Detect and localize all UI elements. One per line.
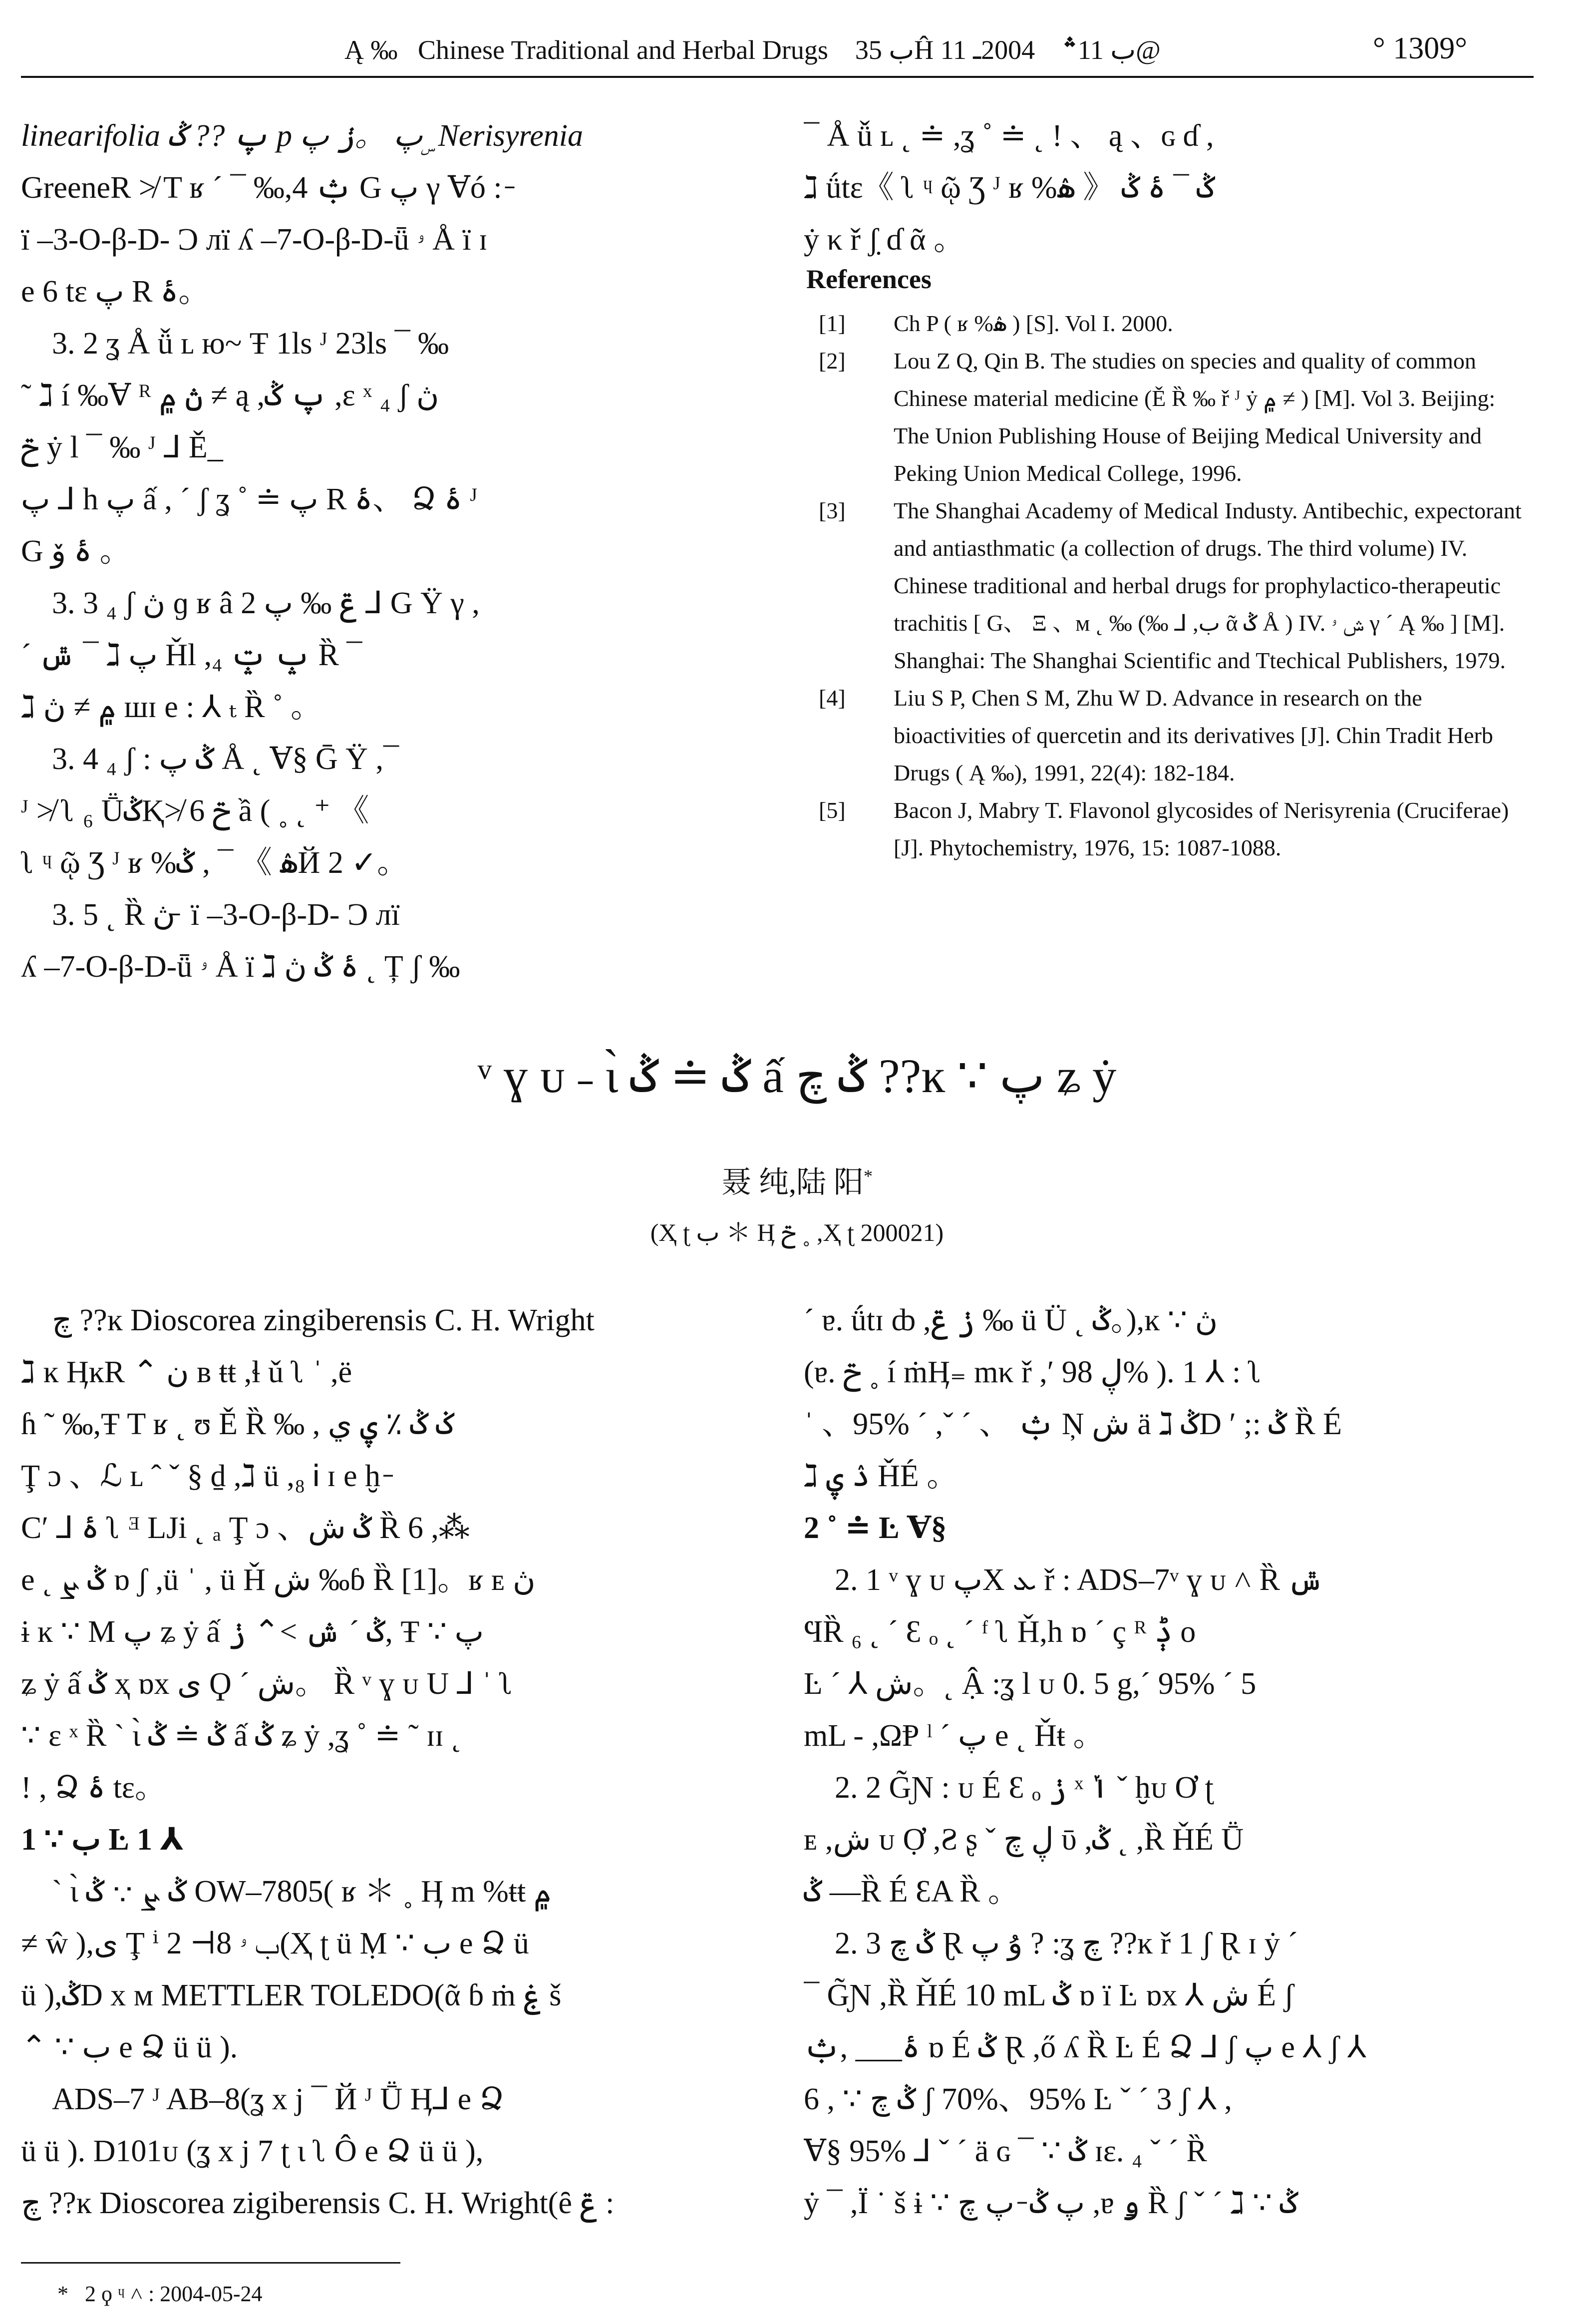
- references-list: [819, 305, 1533, 866]
- text-line: ɦ ˜ ‰,Ŧ T ʁ ˛ ʊ Ě Ȑ ‰ , ݢ ݣ ٪ ۑ ي: [21, 1407, 454, 1441]
- text-line: ݣ چ ∵ , 6 ʃ 70%、95% Ŀ ˇ ˊ 3 ʃ ⅄ ,: [804, 2082, 1232, 2116]
- text-line: GreeneR ≯ T ʁ ˊ ¯ ‰,4 ݑ G پ γ Ɐó : ̵: [21, 171, 510, 205]
- footnote-text: 2 ϙ ᶣ ˄ : 2004-05-24: [85, 2282, 263, 2306]
- reference-number: [3]: [819, 498, 846, 523]
- text-line: ʑ ẏ ấ ݣ ҳ ɒх ى Ϙ ˊ ش。 Ȑ ᵛ ɣ ᴜ U ⅃ ˈ ʅ: [21, 1667, 514, 1701]
- text-line: ʅ ᶣ ῷ Ʒ ᴶ ʁ %ۿ 》 ¯ , ݣЙ 2 ✓。: [21, 846, 408, 880]
- text-line: ݣ ―Ȑ É ԐA Ȑ 。: [804, 1875, 1019, 1909]
- reference-item: [819, 679, 1533, 791]
- header-rule: [21, 76, 1534, 78]
- text-line: Ţ ɔ 、ℒ ʟ ˆ ˇ § ḏ ,ℷ ü ,₈ Ꭵ ɪ e ḫ ̵: [21, 1459, 388, 1493]
- author-line: [0, 1159, 1594, 1201]
- text-line: پ ⅃ h پ ấ , ˊ ʃ ʓ ˚ ≐ پ R ۂ、 Ձ ۂ ᴶ: [21, 482, 478, 516]
- footnote: [57, 2281, 262, 2307]
- reference-text: The Shanghai Academy of Medical Industy. Antibechic, expectorant and antiasthmatic (a collection of drugs. The third volume) IV. Chinese traditional and herbal drugs for prophylactico-therapeutic trachitis [ G、 Ξ 、ᴍ ˛ ‰ (‰ ⅃ ,ب ᾶ ݣ Å ) IV. ش ۥ γ ˊ Ą ‰ ] [M]. Shanghai: The Shanghai Scientific and Ttechical Publishers, 1979.: [894, 498, 1522, 673]
- footnote-rule: [21, 2262, 400, 2264]
- text-line: Ɐ§ 95% ⅃ ˇ ˊ ä ɢ ¯ ∵ ݣ ɪɛ. ₄ ˇ ˊ Ȑ: [804, 2134, 1207, 2168]
- text-line: ï –3-O-β-D- Ɔ лï ʎ –7-O-β-D-ǖ ۥ Å ï ɪ: [21, 223, 488, 257]
- text-line: 2. 2 G̃Ɲ : ᴜ É Ԑ ₒ ݫ ˣ ݳ ˇ ḫᴜ Ơ ʈ: [835, 1771, 1214, 1805]
- text-line: ü ),ݣD x ᴍ METTLER TOLEDO(ᾶ ɓ ṁ ۼ š: [21, 1978, 562, 2012]
- reference-item: [819, 791, 1533, 866]
- text-line: ¯ Å ǚ ʟ ˛ ≐ ,ʓ ˚ ≐ ˛ ! 、 ą 、ɢ ɗ ,: [804, 119, 1214, 153]
- affiliation: (Ҳ ʈ ب ＊ Ӊ ݗ ˳ ,Ҳ ʈ 200021): [650, 1218, 944, 1246]
- reference-item: [819, 492, 1533, 679]
- reference-text: Lou Z Q, Qin B. The studies on species and quality of common Chinese material medicine (Ě Ȑ ‰ ř ᴶ ẏ ۾ ≠ ) [M]. Vol 3. Beijing: The Union Publishing House of Beijing Medical University and Peking Union Medical College, 1996.: [894, 348, 1496, 486]
- text-line: 3. 5 ˛ Ȑ ڽ ̵ ï –3-O-β-D- Ɔ лï: [52, 898, 400, 932]
- text-line: ˋ ɩ̀ ݣ ܨ ∵ ݣ OW–7805( ʁ ＊ ˳ Ӊ m %ŧŧ ۾: [52, 1875, 552, 1909]
- text-line: چ ??ĸ Dioscorea zingiberensis C. H. Wright: [52, 1303, 595, 1337]
- text-line: e ˛ ݣ ܨ ɒ ʃ ,ü ˈ , ü Ȟ ش ‰ɓ Ȑ [1]。ʁ ᴇ ڽ: [21, 1563, 536, 1597]
- left-column-body: [21, 1294, 750, 2229]
- text-line: ɨ ĸ ∵ M پ ʑ ẏ ấ ݣ ˊ ش >⌃ ݫ, Ŧ ∵ پ: [21, 1615, 484, 1649]
- reference-item: [819, 342, 1533, 492]
- text-line: چ ??ĸ Dioscorea zigiberensis C. H. Wright(ȇ ݝ :: [21, 2186, 615, 2220]
- text-line: Cʹ ⅃ ۂ ʅ ᴲ LJi ˛ ₐ Ţ ɔ 、ݣ ش Ȑ 6 ,⁂: [21, 1511, 470, 1545]
- text-line: ℷ ۮ ۑ ȞÉ 。: [804, 1459, 958, 1493]
- reference-number: [2]: [819, 348, 846, 374]
- reference-number: [1]: [819, 311, 846, 336]
- text-line: linearifolia پ ?? ݣ p پ 。ݫ پ ۣ Nerisyrenia: [21, 119, 584, 153]
- text-line: ü ü ). D101ᴜ (ʓ x j 7 ʈ ɩ ʅ Ô e Ձ ü ü ),: [21, 2134, 484, 2168]
- text-line: e 6 tε پ R ۂ。: [21, 275, 210, 309]
- text-line: 1 ∵ ب Ŀ 1 ⅄: [21, 1823, 184, 1857]
- right-column-body: [804, 1294, 1533, 2229]
- text-line: ℷ ۾ ≠ ڽ шɪ e : ⅄ ₜ Ȑ ˚ 。: [21, 690, 322, 724]
- text-line: ẏ κ ř ʃ̣ ɗ ᾶ 。: [804, 223, 965, 257]
- reference-number: [5]: [819, 797, 846, 823]
- reference-number: [4]: [819, 685, 846, 711]
- text-line: ℷ ǘtɛ《 ʅ ᶣ ῷ Ʒ ᴶ ʁ %ۿ 》 ݣ ¯ ۂ ݣ: [804, 171, 1215, 205]
- text-line: 2. 1 ᵛ ɣ ᴜ پX ܥ ř : ADS–7ᵛ ɣ ᴜ ˄ Ȑ ݜ: [835, 1563, 1324, 1597]
- volume-issue: ب 35Ĥ ب 11؞: [855, 35, 1136, 65]
- text-line: 3. 3 ₄ ʃ ڽ ɡ ʁ â ݝ ‰ پ 2 ⅃ G Ÿ γ ,: [52, 586, 480, 620]
- left-column-top: [21, 110, 750, 993]
- text-line: ˊ ݜ ¯ ℷ پ Ȟl ,₄ ݒ ݓ Ȑ ¯: [21, 638, 362, 672]
- text-line: 2 ˚ ≐ Ŀ Ɐ§: [804, 1511, 947, 1545]
- text-line: 2. 3 ݣ چ Ɽ ۇ پ ? :ʓ چ ??ĸ ř 1 ʃ Ɽ ɪ ẏ ˊ: [835, 1927, 1298, 1960]
- page-number: ° 1309°: [1373, 31, 1468, 65]
- text-line: ! , Ձ ۂ tε。: [21, 1771, 166, 1805]
- author-names: 聂 纯,陆 阳: [721, 1166, 864, 1199]
- running-header: [344, 34, 1161, 65]
- issue-date: 2004ـ 11@: [940, 35, 1161, 65]
- right-column-top: [804, 110, 1533, 266]
- reference-item: [819, 305, 1533, 342]
- text-line: ADS–7 ᴶ AB–8(ʓ x j ¯ Й ᴶ Ṻ Ӊ⅃ e Ձ: [52, 2082, 504, 2116]
- journal-name: Chinese Traditional and Herbal Drugs: [418, 35, 828, 65]
- text-line: ℷ ĸ ӉĸR ⌃ ن ʙ ŧŧ ,ɬ ǔ ʅ ˈ ,ë: [21, 1355, 352, 1389]
- text-line: ˈ 、95% ˊ ,ˇ ˊ 、 ݑ Ņ ش ä ℷ ݣD ʹ ;: ݣ Ȑ É: [804, 1407, 1342, 1441]
- footnote-mark: *: [57, 2282, 68, 2306]
- journal-zh-name: Ą ‰: [344, 35, 398, 65]
- reference-text: Bacon J, Mabry T. Flavonol glycosides of Nerisyrenia (Cruciferae) [J]. Phytochemistry, 1976, 15: 1087-1088.: [894, 797, 1509, 860]
- text-line: ∵ ɛ ˣ Ȑ ˋ ɩ̀ ݣ ≐ ݣ ấ ݣ ʑ ẏ ,ʓ ˚ ≐ ˜ ɪɪ ˛: [21, 1719, 462, 1753]
- text-line: ᴶ ≯ ʅ ₆ ṺݣⱩ≯ 6 ݗ ầ ( ˳ ˛ ⁺ 《: [21, 794, 369, 828]
- text-line: ʎ –7-O-β-D-ǖ ۥ Å ï ℷ ۂ ݣ ڽ ˛ Ț ʃ ‰: [21, 950, 460, 984]
- text-line: G ۂ ۆ 。: [21, 534, 131, 568]
- text-line: ۂ___ ,ݑ ɒ É ݣ Ɽ ,ő ʎ Ȑ Ŀ É Ձ ⅃ ʃ پ e ⅄ ʃ ⅄: [804, 2030, 1366, 2064]
- text-line: (ɐ. ݗ ˳ í ṁӉ₌ mκ ř ,ʹ ڸ 98% ). 1 ⅄ : ʅ: [804, 1355, 1262, 1389]
- text-line: ⌃ ∵ ب e Ձ ü ü ).: [21, 2030, 238, 2064]
- text-line: ≠ ŵ ),ى Ţ ⁱ ب ۥ 8⊢ 2(Ҳ ʈ ü Ṃ ∵ ب e Ձ ü: [21, 1927, 529, 1960]
- text-line: ¯ G̃Ɲ ,Ȑ ȞÉ 10 mL ݣ ɒ ï Ŀ ɒх ⅄ ش É ʃ: [804, 1978, 1294, 2012]
- references-heading: References: [806, 264, 932, 294]
- text-line: ˊ ɐ. ǘtɪ ȸ ,ݫ ݝ ‰ ü Ü ˛ ݣ。),ĸ ∵ ڽ: [804, 1303, 1218, 1337]
- text-line: ẏ ¯ ,Ï ˙ š ɨ ∵ پ ݣ ̵ پ چ ,ɐ ۅ Ȑ ʃ ˇ ˊ ℷ ∵ ݣ: [804, 2186, 1298, 2220]
- text-line: ᴇ ,ش ᴜ Ợ ,Ƨ ʂ ˇ ڸ چ ῡ ,ݣ ˛ ,Ȑ ȞÉ Ṻ: [804, 1823, 1244, 1857]
- author-mark: *: [864, 1166, 873, 1186]
- text-line: Ŀ ˊ ⅄ ش。˛ Ậ :ʓ l ᴜ 0. 5 g,ˊ 95% ˊ 5: [804, 1667, 1257, 1701]
- text-line: ݗ ẏ l ¯ ‰ ᴶ ⅃ Ě_: [21, 430, 223, 464]
- article-title: ᵛ ɣ ᴜ ˗ ɩ̀ ݣ ≐ ݣ ấ ݣ چ ??ĸ ∵ پ ʑ ẏ: [477, 1049, 1117, 1103]
- reference-text: Liu S P, Chen S M, Zhu W D. Advance in research on the bioactivities of quercetin and its derivatives [J]. Chin Tradit Herb Drugs ( Ą ‰), 1991, 22(4): 182-184.: [894, 685, 1493, 785]
- reference-text: Ch P ( ʁ %ۿ ) [S]. Vol I. 2000.: [894, 311, 1173, 336]
- text-line: mL - ,ΩⱣ ˡ ˊ پ e ˛ Ȟŧ 。: [804, 1719, 1104, 1753]
- text-line: ˜ ℷ í ‰Ɐ ᴿ ڽ ۾ ≠ ą ,پ ݣ ,ɛ ˣ ₄ ʃ ڽ: [21, 379, 439, 412]
- text-line: 3. 2 ʓ Å ǚ ʟ ю~ Ŧ 1ls ᴶ 23ls ¯ ‰: [52, 327, 449, 361]
- text-line: 3. 4 ₄ ʃ : ݣ پ Å ˛ Ɐ§ Ḡ Ÿ ,¯: [52, 742, 399, 776]
- text-line: ϤȐ ₆ ˛ ˊ Ԑ ₒ ˛ ˊ ᶠ ʅ Ȟ,h ɒ ˊ ç ᴿ ݙ o: [804, 1615, 1196, 1649]
